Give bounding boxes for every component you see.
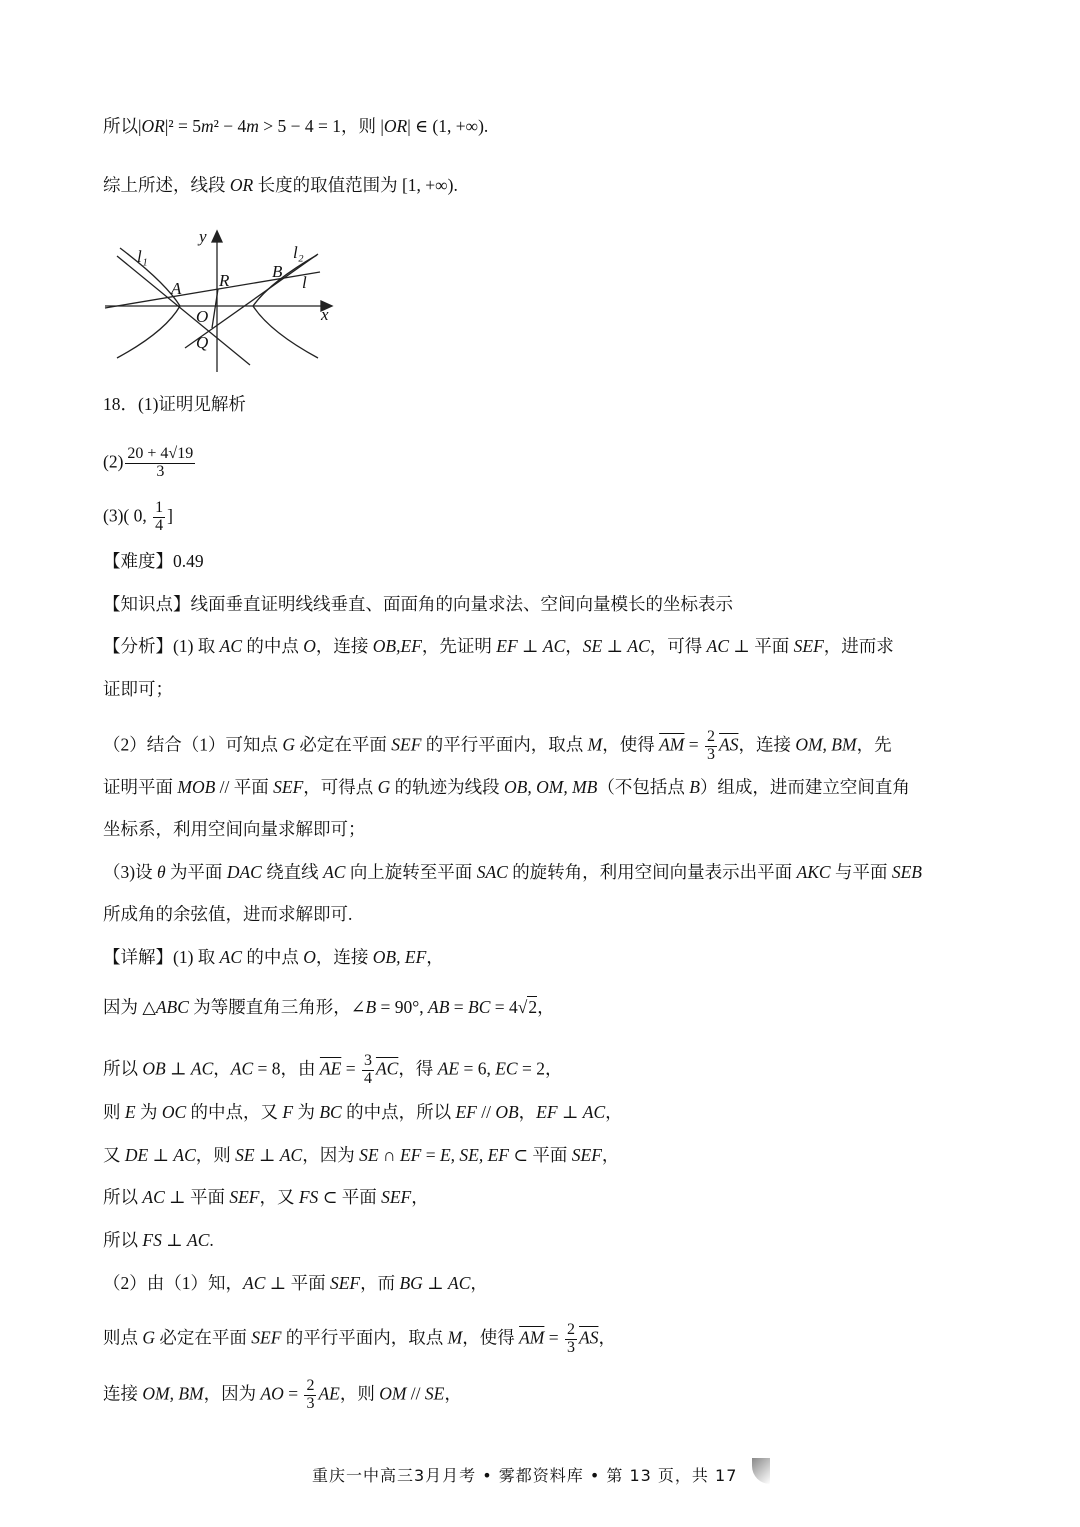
text-segment: 所以 [103, 1230, 143, 1250]
math-symbol: B [365, 997, 377, 1017]
math-symbol: EF [496, 636, 518, 656]
label-l2: l₂ [293, 243, 304, 262]
text-line [103, 864, 922, 882]
text-segment: ，先证明 [421, 636, 497, 656]
text-segment: ，连接 [315, 636, 373, 656]
text-segment: 必定在平面 [155, 1327, 252, 1348]
math-symbol: AO [260, 1383, 284, 1404]
text-segment: ⊥ 平面 [265, 1273, 330, 1293]
text-segment: = 8，由 [253, 1058, 320, 1079]
fraction [125, 446, 195, 481]
math-symbol: OM, BM [795, 734, 857, 755]
text-segment: ⊥ [557, 1102, 583, 1122]
text-segment: |² = 5 [164, 116, 201, 136]
text-segment: ，则 [339, 1383, 380, 1404]
fraction [304, 1378, 316, 1413]
math-symbol: G [142, 1327, 156, 1348]
math-symbol: O [303, 947, 316, 967]
fraction [153, 500, 165, 535]
text-segment: （不包括点 [597, 777, 690, 797]
text-segment: 【分析】(1) 取 [103, 636, 220, 656]
text-line [103, 1104, 623, 1122]
text-segment: 的中点，所以 [341, 1102, 456, 1122]
square-root: √2 [517, 997, 538, 1017]
math-symbol: AC [627, 636, 650, 656]
radicand: 2 [528, 997, 538, 1017]
text-segment: 为平面 [165, 862, 227, 882]
text-line [103, 596, 733, 614]
text-segment: ， [537, 997, 555, 1017]
text-line [103, 1275, 488, 1293]
vector: $\overline{AS}$ [719, 734, 739, 755]
math-symbol: AC [279, 1145, 303, 1165]
text-segment: 的中点 [242, 636, 304, 656]
text-segment: ，可得点 [303, 777, 378, 797]
text-segment: 【难度】0.49 [103, 551, 204, 571]
text-segment: ， [565, 636, 583, 656]
math-symbol: EF [399, 1145, 422, 1165]
text-segment: = [421, 1145, 440, 1165]
text-segment: ] [167, 505, 173, 526]
vector: $\overline{AE}$ [319, 1058, 342, 1079]
hyperbola-diagram [95, 222, 345, 374]
text-line [103, 1147, 619, 1165]
text-segment: = [341, 1058, 360, 1079]
math-symbol: SE [424, 1383, 445, 1404]
math-symbol: B [689, 777, 700, 797]
math-symbol: EC [495, 1058, 518, 1079]
fraction-denominator: 3 [567, 1338, 576, 1356]
math-symbol: EF [455, 1102, 477, 1122]
label-l: l [302, 273, 307, 292]
text-segment: 与平面 [830, 862, 892, 882]
text-segment: 【详解】(1) 取 [103, 947, 220, 967]
math-symbol: SAC [476, 862, 508, 882]
text-segment: // [406, 1383, 425, 1404]
math-symbol: AC [219, 636, 243, 656]
math-symbol: SEF [793, 636, 824, 656]
math-symbol: AE [437, 1058, 460, 1079]
page-curl-icon [752, 1458, 770, 1484]
line-l [105, 272, 320, 308]
math-symbol: AC [219, 947, 243, 967]
math-symbol: AB [428, 997, 450, 1017]
label-y: y [199, 227, 207, 246]
math-symbol: E [124, 1102, 136, 1122]
fraction-numerator: 1 [155, 499, 164, 516]
math-symbol: SEF [381, 1187, 412, 1207]
vector: $\overline{AS}$ [579, 1327, 599, 1348]
text-segment: = 4 [490, 997, 518, 1017]
fraction-denominator: 3 [306, 1394, 315, 1412]
text-segment: 则点 [103, 1327, 143, 1348]
math-symbol: OR [229, 175, 254, 195]
text-segment: ⊥ [517, 636, 543, 656]
vector: $\overline{AC}$ [375, 1058, 399, 1079]
math-symbol: OB,EF [372, 636, 422, 656]
math-symbol: EF [536, 1102, 558, 1122]
vector: $\overline{AM}$ [659, 734, 685, 755]
fraction-numerator: 3 [363, 1052, 372, 1069]
text-segment: 的中点 [242, 947, 304, 967]
math-symbol: G [282, 734, 296, 755]
text-segment: 为等腰直角三角形，∠ [188, 997, 366, 1017]
text-segment: 所以 [103, 1058, 143, 1079]
math-symbol: AC [142, 1187, 165, 1207]
label-O: O [196, 307, 209, 326]
text-segment: 18．(1)证明见解析 [103, 394, 246, 414]
math-symbol: FS [298, 1187, 319, 1207]
math-symbol: OC [161, 1102, 187, 1122]
text-segment: 所以| [103, 116, 142, 136]
text-segment: ，使得 [462, 1327, 520, 1348]
fraction-denominator: 3 [156, 462, 165, 480]
fraction-denominator: 4 [155, 516, 164, 534]
text-segment: ，因为 [203, 1383, 261, 1404]
math-symbol: SEF [273, 777, 304, 797]
text-segment: ）组成，进而建立空间直角 [699, 777, 910, 797]
text-segment: 的旋转角，利用空间向量表示出平面 [507, 862, 797, 882]
text-line [103, 1322, 616, 1357]
math-symbol: m [246, 116, 259, 136]
math-symbol: G [377, 777, 391, 797]
text-segment: 因为 △ [103, 997, 156, 1017]
text-segment: ⊥ [165, 1058, 191, 1079]
text-segment: = [544, 1327, 564, 1348]
text-segment: ， [598, 1327, 616, 1348]
text-line [103, 906, 352, 924]
text-segment: = 2， [517, 1058, 563, 1079]
math-symbol: AC [187, 1230, 210, 1250]
math-symbol: AC [706, 636, 730, 656]
fraction [705, 729, 717, 764]
text-segment: ，则 [195, 1145, 236, 1165]
text-segment: ，使得 [602, 734, 660, 755]
math-symbol: AKC [796, 862, 831, 882]
text-segment: ， [605, 1102, 623, 1122]
fraction [362, 1053, 374, 1088]
text-segment: 的中点，又 [186, 1102, 283, 1122]
text-segment: ，而 [360, 1273, 400, 1293]
math-symbol: SE [235, 1145, 255, 1165]
text-segment: 绕直线 [261, 862, 324, 882]
text-segment: ⊥ [602, 636, 628, 656]
text-segment: ，进而求 [823, 636, 894, 656]
text-segment: ⊥ [161, 1230, 188, 1250]
text-segment: ⊥ 平面 [164, 1187, 230, 1207]
text-segment: 证即可； [103, 679, 173, 699]
text-segment: ，连接 [315, 947, 373, 967]
y-axis-arrow-icon [212, 231, 222, 242]
math-symbol: AC [190, 1058, 214, 1079]
text-segment: ，又 [259, 1187, 299, 1207]
math-symbol: OB, EF [372, 947, 427, 967]
text-segment: // 平面 [215, 777, 274, 797]
text-line [103, 779, 910, 797]
fraction [565, 1322, 577, 1357]
label-R: R [219, 271, 230, 290]
math-symbol: OR [383, 116, 408, 136]
math-symbol: AC [230, 1058, 254, 1079]
fraction-numerator: 20 + 4√19 [127, 445, 194, 462]
math-symbol: DE [124, 1145, 149, 1165]
text-segment: ， [213, 1058, 231, 1079]
text-line [103, 446, 197, 481]
label-A: A [171, 279, 182, 298]
text-line [103, 118, 488, 136]
text-line [103, 1053, 562, 1088]
math-symbol: AC [582, 1102, 606, 1122]
text-segment: = [684, 734, 704, 755]
text-segment: ∩ [378, 1145, 400, 1165]
math-symbol: SE [582, 636, 603, 656]
text-line [103, 949, 444, 967]
text-line [103, 500, 173, 535]
text-segment: （3)设 [103, 862, 157, 882]
text-segment: ，得 [398, 1058, 438, 1079]
math-symbol: SEF [229, 1187, 260, 1207]
math-symbol: BC [468, 997, 491, 1017]
text-line [103, 396, 246, 414]
math-symbol: AE [318, 1383, 340, 1404]
text-segment: 证明平面 [103, 777, 178, 797]
text-segment: 坐标系，利用空间向量求解即可； [103, 819, 366, 839]
math-symbol: OB [142, 1058, 166, 1079]
text-segment: （2）由（1）知， [103, 1273, 243, 1293]
math-symbol: SEF [329, 1273, 361, 1293]
text-line [103, 1232, 214, 1250]
math-symbol: OB, OM, MB [504, 777, 598, 797]
text-segment: // [476, 1102, 496, 1122]
text-segment: ， [518, 1102, 537, 1122]
text-segment: (2) [103, 451, 124, 472]
text-line [103, 553, 204, 571]
text-segment: 为 [135, 1102, 162, 1122]
text-segment: = 6, [459, 1058, 496, 1079]
text-segment: 的平行平面内，取点 [281, 1327, 448, 1348]
text-segment: ⊥ [254, 1145, 280, 1165]
math-symbol: DAC [226, 862, 262, 882]
math-symbol: AC [323, 862, 346, 882]
math-symbol: SE [359, 1145, 379, 1165]
fraction-numerator: 2 [567, 1321, 576, 1338]
text-segment: ⊂ 平面 [508, 1145, 572, 1165]
math-symbol: AC [243, 1273, 266, 1293]
text-segment: ⊂ 平面 [318, 1187, 382, 1207]
text-segment: = [449, 997, 469, 1017]
text-segment: 综上所述，线段 [103, 175, 230, 195]
text-segment: 连接 [103, 1383, 143, 1404]
math-symbol: SEF [391, 734, 422, 755]
label-Q: Q [196, 333, 209, 352]
text-segment: 所成角的余弦值，进而求解即可. [103, 904, 353, 924]
math-symbol: OB [495, 1102, 519, 1122]
text-segment: 所以 [103, 1187, 143, 1207]
text-segment: ， [426, 947, 444, 967]
text-segment: 又 [103, 1145, 125, 1165]
math-symbol: SEF [571, 1145, 602, 1165]
text-segment: ， [411, 1187, 429, 1207]
text-segment: ，因为 [302, 1145, 360, 1165]
text-segment: 【知识点】线面垂直证明线线垂直、面面角的向量求法、空间向量模长的坐标表示 [103, 594, 733, 614]
math-symbol: M [447, 1327, 463, 1348]
math-symbol: F [282, 1102, 294, 1122]
text-segment: ⊥ 平面 [729, 636, 794, 656]
math-symbol: SEB [891, 862, 922, 882]
math-symbol: SEF [251, 1327, 282, 1348]
math-symbol: BC [319, 1102, 342, 1122]
text-segment: ，先 [856, 734, 892, 755]
math-symbol: OR [141, 116, 165, 136]
text-segment: 长度的取值范围为 [1, +∞). [253, 175, 458, 195]
text-segment: （2）结合（1）可知点 [103, 734, 283, 755]
page-footer: 重庆一中高三3月月考 • 雾都资料库 • 第 13 页，共 17 [312, 1466, 738, 1485]
text-segment: ， [601, 1145, 620, 1165]
math-symbol: MOB [177, 777, 216, 797]
text-segment: = [283, 1383, 303, 1404]
text-segment: ， [470, 1273, 488, 1293]
text-line [103, 821, 366, 839]
text-segment: 为 [293, 1102, 320, 1122]
math-symbol: OM [379, 1383, 407, 1404]
text-segment: 的平行平面内，取点 [421, 734, 588, 755]
text-segment: 向上旋转至平面 [345, 862, 477, 882]
text-segment: ⊥ [422, 1273, 449, 1293]
text-segment: ⊥ [148, 1145, 174, 1165]
text-segment: > 5 − 4 = 1，则 | [258, 116, 384, 136]
text-segment: 则 [103, 1102, 125, 1122]
vector: $\overline{AM}$ [519, 1327, 545, 1348]
math-symbol: M [587, 734, 603, 755]
text-segment: ² − 4 [213, 116, 247, 136]
text-line [103, 681, 173, 699]
math-symbol: AC [542, 636, 566, 656]
label-x: x [321, 305, 329, 324]
text-segment: (3)( 0, [103, 505, 152, 526]
label-B: B [272, 262, 283, 281]
fraction-denominator: 3 [707, 745, 716, 763]
text-line [103, 1378, 462, 1413]
math-symbol: m [200, 116, 214, 136]
text-line [103, 999, 555, 1017]
math-symbol: O [303, 636, 316, 656]
text-segment: | ∈ (1, +∞). [407, 116, 489, 136]
line-l1 [117, 256, 250, 365]
math-symbol: E, SE, EF [439, 1145, 509, 1165]
text-line [103, 729, 892, 764]
math-symbol: ABC [155, 997, 189, 1017]
text-segment: 必定在平面 [295, 734, 392, 755]
text-segment: = 90°, [376, 997, 429, 1017]
fraction-numerator: 2 [707, 728, 716, 745]
text-segment: . [209, 1230, 214, 1250]
text-segment: ， [444, 1383, 462, 1404]
text-segment: ，连接 [738, 734, 796, 755]
text-segment: ，可得 [649, 636, 707, 656]
fraction-denominator: 4 [363, 1069, 372, 1087]
fraction-numerator: 2 [306, 1377, 315, 1394]
text-segment: 的轨迹为线段 [390, 777, 505, 797]
text-line [103, 638, 894, 656]
math-symbol: θ [156, 862, 166, 882]
math-symbol: BG [399, 1273, 423, 1293]
math-symbol: AC [448, 1273, 471, 1293]
math-symbol: FS [142, 1230, 162, 1250]
text-line [103, 1189, 429, 1207]
text-line [103, 177, 458, 195]
math-symbol: OM, BM [142, 1383, 204, 1404]
math-symbol: AC [173, 1145, 196, 1165]
label-l1: l₁ [137, 247, 148, 266]
